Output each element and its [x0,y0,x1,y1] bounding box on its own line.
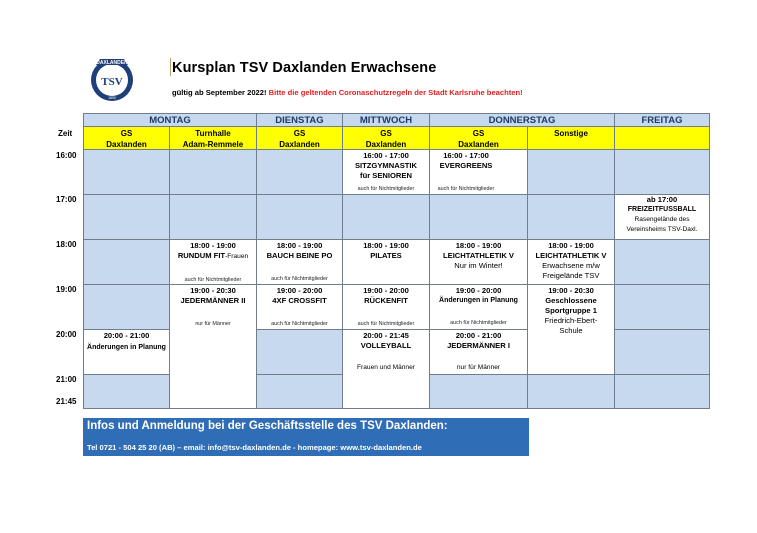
day-header-monday: MONTAG [83,113,257,127]
slot-mon-a-21 [83,374,170,409]
time-2100: 21:00 [56,375,77,384]
info-box [83,418,529,456]
event-leichtathletik-gs: 18:00 - 19:00 LEICHTATHLETIK V Nur im Winter! [442,241,514,270]
text-cursor [170,58,171,76]
subtitle-valid: gültig ab September 2022! [172,88,267,97]
slot-fri-18 [614,239,710,285]
event-jedermaenner-1: 20:00 - 21:00 JEDERMÄNNER I nur für Männer [447,331,510,371]
location-gs-daxlanden-wed: GS Daxlanden [342,126,430,150]
slot-mon-b-17 [169,194,257,240]
slot-tue-20 [256,329,343,375]
event-thu-1900: 19:00 - 20:00 Änderungen in Planung auch für Nichtmitglieder [439,286,518,326]
event-evergreens: 16:00 - 17:00 EVERGREENS auch für Nichtmitglieder [437,151,495,192]
logo-top-text: DAXLANDEN [96,60,128,66]
event-mon-2000: 20:00 - 21:00 Änderungen in Planung [87,331,166,351]
day-header-friday: FREITAG [614,113,710,127]
subtitle-warning: Bitte die geltenden Coronaschutzregeln der Stadt Karlsruhe beachten! [268,88,523,97]
time-1600: 16:00 [56,151,77,160]
event-jedermaenner-2: 19:00 - 20:30 JEDERMÄNNER II nur für Männer [180,286,246,327]
slot-son-17 [527,194,615,240]
slot-mon-a-18 [83,239,170,285]
tsv-daxlanden-logo [88,55,136,103]
slot-son-21 [527,374,615,409]
slot-wed-17 [342,194,430,240]
slot-fri-19 [614,284,710,330]
slot-mon-a-17 [83,194,170,240]
event-rueckenfit: 19:00 - 20:00 RÜCKENFIT auch für Nichtmitglieder [357,286,415,327]
time-2145: 21:45 [56,397,77,406]
contact-line: Tel 0721 - 504 25 20 (AB) – email: info@tsv-daxlanden.de - homepage: www.tsv-daxlanden.de [87,443,422,452]
logo-monogram: TSV [101,76,123,88]
slot-tue-21 [256,374,343,409]
day-header-wednesday: MITTWOCH [342,113,430,127]
slot-mon-a-16 [83,149,170,195]
slot-fri-21 [614,374,710,409]
slot-tue-16 [256,149,343,195]
time-1700: 17:00 [56,195,77,204]
event-freizeitfussball: ab 17:00 FREIZEITFUSSBALL Rasengelände des Vereinsheims TSV-Daxl. [626,195,698,233]
location-sonstige: Sonstige [527,126,615,150]
slot-thu-21 [429,374,528,409]
slot-mon-b-16 [169,149,257,195]
event-volleyball: 20:00 - 21:45 VOLLEYBALL Frauen und Männer [357,331,415,371]
event-pilates: 18:00 - 19:00 PILATES [363,241,409,260]
event-sitzgymnastik: 16:00 - 17:00 SITZGYMNASTIK für SENIOREN auch für Nichtmitglieder [354,151,417,192]
page-title: Kursplan TSV Daxlanden Erwachsene [172,60,437,76]
event-bauch-beine-po: 18:00 - 19:00 BAUCH BEINE PO auch für Nichtmitglieder [266,241,333,282]
info-title: Infos und Anmeldung bei der Geschäftsstelle des TSV Daxlanden: [87,420,448,432]
logo-year: 1890 [108,96,116,100]
event-4xf-crossfit: 19:00 - 20:00 4XF CROSSFIT auch für Nichtmitglieder [271,286,328,327]
location-gs-daxlanden-mon: GS Daxlanden [83,126,170,150]
slot-fri-16 [614,149,710,195]
location-gs-daxlanden-tue: GS Daxlanden [256,126,343,150]
day-header-tuesday: DIENSTAG [256,113,343,127]
zeit-label: Zeit [58,129,73,138]
subtitle [172,88,523,97]
slot-mon-a-19 [83,284,170,330]
location-friday [614,126,710,150]
location-turnhalle-adam-remmele: Turnhalle Adam-Remmele [169,126,257,150]
event-leichtathletik-freigelaende: 18:00 - 19:00 LEICHTATHLETIK V Erwachsene m/w Freigelände TSV [535,241,607,280]
slot-thu-17 [429,194,528,240]
slot-fri-20 [614,329,710,375]
slot-son-16 [527,149,615,195]
time-2000: 20:00 [56,330,77,339]
event-geschlossene-sportgruppe: 19:00 - 20:30 Geschlossene Sportgruppe 1 Friedrich-Ebert- Schule [544,286,598,335]
location-gs-daxlanden-thu: GS Daxlanden [429,126,528,150]
slot-tue-17 [256,194,343,240]
time-1900: 19:00 [56,285,77,294]
event-rundum-fit: 18:00 - 19:00 RUNDUM FIT-Frauen auch für Nichtmitglieder [177,241,249,283]
time-1800: 18:00 [56,240,77,249]
day-header-thursday: DONNERSTAG [429,113,615,127]
